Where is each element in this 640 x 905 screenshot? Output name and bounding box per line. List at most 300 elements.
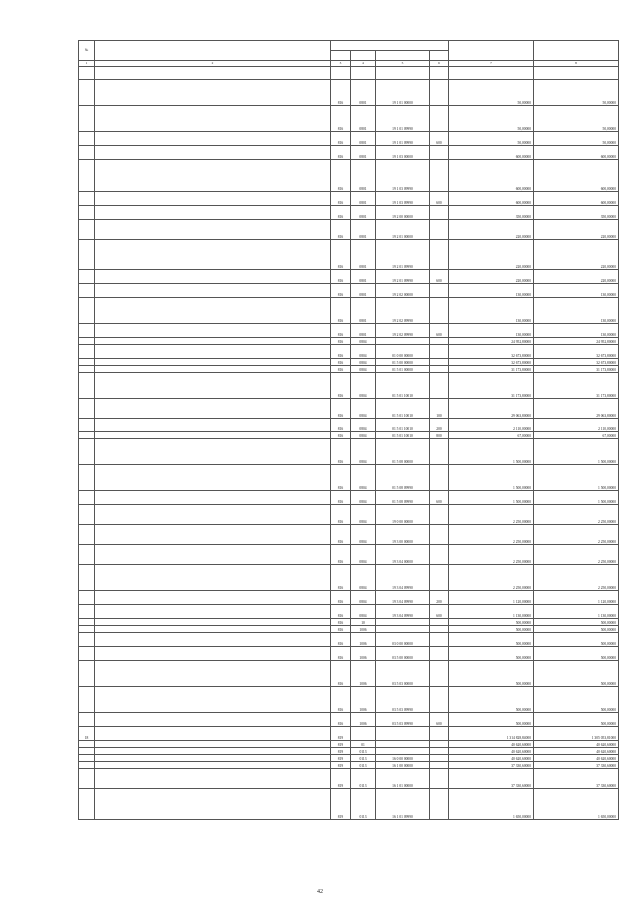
row-amount-2021: 2 110,00000: [534, 419, 619, 432]
row-section-code: 10: [351, 619, 376, 626]
row-target-code: 19 2 01 09990: [376, 240, 430, 270]
row-section-code: 0804: [351, 545, 376, 565]
header-col-section: [351, 51, 376, 61]
row-amount-2020: 32 673,80000: [449, 345, 534, 359]
column-number: 5: [376, 61, 430, 67]
row-description: [95, 80, 331, 106]
row-grbs-code: 816: [331, 439, 351, 465]
row-amount-2021: [534, 67, 619, 80]
row-description: [95, 789, 331, 820]
row-section-code: 1006: [351, 713, 376, 727]
row-expense-type: 200: [430, 419, 449, 432]
row-description: [95, 439, 331, 465]
row-description: [95, 192, 331, 206]
row-number: [79, 80, 95, 106]
row-amount-2020: 31 173,80000: [449, 373, 534, 399]
row-amount-2021: 40 620,60000: [534, 741, 619, 748]
row-expense-type: [430, 240, 449, 270]
row-amount-2020: 500,00000: [449, 619, 534, 626]
page-number: 42: [317, 889, 323, 895]
row-description: [95, 748, 331, 755]
row-description: [95, 633, 331, 647]
row-description: [95, 727, 331, 741]
row-number: [79, 373, 95, 399]
row-description: [95, 106, 331, 132]
row-section-code: 0804: [351, 605, 376, 619]
row-section-code: 0113: [351, 789, 376, 820]
row-grbs-code: 819: [331, 755, 351, 762]
row-amount-2020: 130,00000: [449, 284, 534, 298]
row-target-code: 19 1 03 00000: [376, 146, 430, 160]
row-expense-type: 600: [430, 713, 449, 727]
column-number: 7: [449, 61, 534, 67]
row-number: [79, 713, 95, 727]
row-description: [95, 338, 331, 345]
header-col-grbs: [331, 51, 351, 61]
row-number: [79, 661, 95, 687]
row-target-code: 19 2 02 09990: [376, 298, 430, 324]
row-amount-2020: 2 250,00000: [449, 525, 534, 545]
row-description: [95, 755, 331, 762]
row-description: [95, 160, 331, 192]
row-amount-2021: 50,00000: [534, 106, 619, 132]
row-description: [95, 661, 331, 687]
table-row: [79, 345, 619, 359]
row-grbs-code: 819: [331, 762, 351, 769]
row-section-code: 0804: [351, 419, 376, 432]
table-body: [79, 67, 619, 820]
row-number: [79, 545, 95, 565]
row-section-code: 0804: [351, 432, 376, 439]
table-row: [79, 491, 619, 505]
header-col-target: [376, 51, 430, 61]
row-grbs-code: 816: [331, 220, 351, 240]
row-expense-type: [430, 359, 449, 366]
row-expense-type: 600: [430, 132, 449, 146]
row-section-code: 1006: [351, 647, 376, 661]
row-grbs-code: 816: [331, 399, 351, 419]
row-number: [79, 619, 95, 626]
row-section-code: 0113: [351, 748, 376, 755]
row-amount-2021: 130,00000: [534, 324, 619, 338]
row-grbs-code: 816: [331, 419, 351, 432]
row-number: [79, 789, 95, 820]
row-amount-2020: 67,00000: [449, 432, 534, 439]
row-amount-2021: 40 620,60000: [534, 755, 619, 762]
row-amount-2021: 37 330,60000: [534, 769, 619, 789]
row-amount-2021: 1 500,00000: [534, 439, 619, 465]
row-grbs-code: 816: [331, 270, 351, 284]
row-amount-2020: 220,00000: [449, 270, 534, 284]
row-number: [79, 687, 95, 713]
row-grbs-code: 816: [331, 505, 351, 525]
row-description: [95, 525, 331, 545]
row-amount-2021: 67,00000: [534, 432, 619, 439]
table-row: [79, 146, 619, 160]
row-number: [79, 399, 95, 419]
row-section-code: 0804: [351, 338, 376, 345]
row-target-code: 19 1 03 09990: [376, 160, 430, 192]
row-grbs-code: 816: [331, 345, 351, 359]
row-amount-2021: 500,00000: [534, 687, 619, 713]
row-amount-2021: 1 650,00000: [534, 789, 619, 820]
row-grbs-code: 816: [331, 465, 351, 491]
row-section-code: 0804: [351, 525, 376, 545]
row-section-code: 0801: [351, 160, 376, 192]
row-section-code: 1006: [351, 661, 376, 687]
row-amount-2020: 2 250,00000: [449, 565, 534, 591]
row-target-code: 19 2 01 00000: [376, 220, 430, 240]
row-amount-2021: 29 063,80000: [534, 399, 619, 419]
row-amount-2021: 32 673,80000: [534, 359, 619, 366]
row-expense-type: [430, 298, 449, 324]
row-grbs-code: 816: [331, 661, 351, 687]
row-target-code: 19 2 01 09990: [376, 270, 430, 284]
row-amount-2020: 1 314 828,84000: [449, 727, 534, 741]
row-number: [79, 591, 95, 605]
row-expense-type: [430, 762, 449, 769]
row-amount-2021: 37 330,60000: [534, 762, 619, 769]
table-row: [79, 769, 619, 789]
row-amount-2020: 40 620,60000: [449, 741, 534, 748]
row-grbs-code: 816: [331, 298, 351, 324]
table-row: [79, 439, 619, 465]
column-number: 2: [95, 61, 331, 67]
row-amount-2020: 1 650,00000: [449, 789, 534, 820]
row-amount-2020: 29 063,80000: [449, 399, 534, 419]
row-number: [79, 432, 95, 439]
row-number: [79, 240, 95, 270]
row-amount-2021: 500,00000: [534, 713, 619, 727]
row-target-code: 19 1 03 09990: [376, 192, 430, 206]
row-number: [79, 769, 95, 789]
row-section-code: 1006: [351, 687, 376, 713]
row-amount-2021: 220,00000: [534, 270, 619, 284]
row-amount-2020: 130,00000: [449, 324, 534, 338]
table-row: [79, 687, 619, 713]
column-number: 3: [331, 61, 351, 67]
header-col-description: [95, 41, 331, 61]
column-number: 1: [79, 61, 95, 67]
row-amount-2020: 40 620,60000: [449, 755, 534, 762]
row-expense-type: [430, 106, 449, 132]
table-row: [79, 220, 619, 240]
row-amount-2020: 1 130,00000: [449, 605, 534, 619]
row-number: [79, 605, 95, 619]
table-row: [79, 619, 619, 626]
row-target-code: 19 3 04 09990: [376, 565, 430, 591]
table-row: [79, 192, 619, 206]
row-amount-2021: 500,00000: [534, 626, 619, 633]
row-number: [79, 762, 95, 769]
row-description: [95, 605, 331, 619]
table-row: [79, 591, 619, 605]
row-number: [79, 465, 95, 491]
row-amount-2020: 1 120,00000: [449, 591, 534, 605]
budget-table: [78, 40, 619, 820]
row-amount-2021: 1 120,00000: [534, 591, 619, 605]
row-description: [95, 206, 331, 220]
row-grbs-code: 816: [331, 366, 351, 373]
row-target-code: 19 1 01 09990: [376, 132, 430, 146]
row-target-code: 03 0 00 00000: [376, 633, 430, 647]
row-amount-2021: 600,00000: [534, 146, 619, 160]
row-grbs-code: 816: [331, 373, 351, 399]
row-number: [79, 505, 95, 525]
row-amount-2021: 31 173,80000: [534, 366, 619, 373]
row-number: [79, 106, 95, 132]
row-amount-2020: 500,00000: [449, 633, 534, 647]
row-number: [79, 67, 95, 80]
row-expense-type: 600: [430, 270, 449, 284]
row-grbs-code: 816: [331, 626, 351, 633]
row-description: [95, 146, 331, 160]
row-expense-type: [430, 687, 449, 713]
row-target-code: 19 3 04 09990: [376, 591, 430, 605]
row-section-code: 0801: [351, 270, 376, 284]
row-amount-2021: 220,00000: [534, 240, 619, 270]
row-amount-2020: 32 673,80000: [449, 359, 534, 366]
row-number: [79, 345, 95, 359]
row-section-code: 0804: [351, 505, 376, 525]
row-expense-type: [430, 206, 449, 220]
row-description: [95, 132, 331, 146]
row-description: [95, 298, 331, 324]
row-expense-type: [430, 525, 449, 545]
row-grbs-code: 816: [331, 106, 351, 132]
row-amount-2020: 220,00000: [449, 240, 534, 270]
row-number: [79, 298, 95, 324]
row-description: [95, 324, 331, 338]
row-amount-2020: 50,00000: [449, 132, 534, 146]
row-description: [95, 626, 331, 633]
row-amount-2020: 31 173,80000: [449, 366, 534, 373]
row-expense-type: [430, 80, 449, 106]
row-amount-2021: 50,00000: [534, 80, 619, 106]
row-number: [79, 284, 95, 298]
row-target-code: 01 5 08 09990: [376, 465, 430, 491]
table-row: [79, 324, 619, 338]
row-amount-2021: 32 673,80000: [534, 345, 619, 359]
row-number: [79, 525, 95, 545]
header-col-type: [430, 51, 449, 61]
row-expense-type: [430, 769, 449, 789]
row-expense-type: [430, 748, 449, 755]
row-target-code: 19 2 00 00000: [376, 206, 430, 220]
row-amount-2021: 2 250,00000: [534, 505, 619, 525]
row-expense-type: [430, 146, 449, 160]
row-target-code: [376, 338, 430, 345]
row-grbs-code: 816: [331, 80, 351, 106]
header-codes-group: [331, 41, 449, 51]
row-section-code: 0801: [351, 284, 376, 298]
row-description: [95, 741, 331, 748]
row-description: [95, 505, 331, 525]
row-grbs-code: 816: [331, 545, 351, 565]
row-section-code: 0804: [351, 565, 376, 591]
row-amount-2020: 37 330,60000: [449, 762, 534, 769]
row-amount-2020: 220,00000: [449, 220, 534, 240]
column-number: 8: [534, 61, 619, 67]
row-section-code: 0804: [351, 491, 376, 505]
row-number: [79, 160, 95, 192]
row-description: [95, 345, 331, 359]
row-target-code: 01 5 08 09990: [376, 491, 430, 505]
row-expense-type: [430, 284, 449, 298]
row-description: [95, 687, 331, 713]
row-section-code: 0801: [351, 324, 376, 338]
row-target-code: 01 5 01 10010: [376, 373, 430, 399]
table-row: [79, 565, 619, 591]
row-amount-2021: 1 500,00000: [534, 491, 619, 505]
row-section-code: 0801: [351, 240, 376, 270]
row-expense-type: [430, 619, 449, 626]
row-description: [95, 769, 331, 789]
row-amount-2020: 130,00000: [449, 298, 534, 324]
table-row: [79, 545, 619, 565]
row-expense-type: 600: [430, 192, 449, 206]
row-number: [79, 366, 95, 373]
row-grbs-code: 816: [331, 565, 351, 591]
row-expense-type: [430, 505, 449, 525]
row-description: [95, 366, 331, 373]
row-target-code: 01 5 01 00000: [376, 366, 430, 373]
row-target-code: 16 0 00 00000: [376, 755, 430, 762]
row-amount-2021: 500,00000: [534, 619, 619, 626]
row-section-code: 1006: [351, 633, 376, 647]
row-amount-2021: 500,00000: [534, 661, 619, 687]
row-expense-type: [430, 661, 449, 687]
row-section-code: 0113: [351, 769, 376, 789]
row-grbs-code: 816: [331, 338, 351, 345]
row-expense-type: [430, 67, 449, 80]
table-row: [79, 647, 619, 661]
table-row: [79, 661, 619, 687]
row-amount-2020: 500,00000: [449, 626, 534, 633]
table-row: [79, 727, 619, 741]
row-grbs-code: 816: [331, 491, 351, 505]
row-target-code: 19 3 04 00000: [376, 545, 430, 565]
row-amount-2021: 50,00000: [534, 132, 619, 146]
table-row: [79, 399, 619, 419]
row-grbs-code: 816: [331, 605, 351, 619]
table-row: [79, 505, 619, 525]
row-section-code: 0804: [351, 359, 376, 366]
row-amount-2021: 1 130,00000: [534, 605, 619, 619]
row-grbs-code: 819: [331, 727, 351, 741]
row-description: [95, 359, 331, 366]
row-number: [79, 439, 95, 465]
table-row: [79, 132, 619, 146]
row-grbs-code: 816: [331, 687, 351, 713]
table-row: [79, 240, 619, 270]
row-section-code: 1006: [351, 626, 376, 633]
row-description: [95, 432, 331, 439]
row-amount-2021: 24 952,80000: [534, 338, 619, 345]
row-description: [95, 713, 331, 727]
row-target-code: 19 1 01 00000: [376, 80, 430, 106]
row-expense-type: [430, 545, 449, 565]
row-grbs-code: 816: [331, 240, 351, 270]
table-row: [79, 106, 619, 132]
row-amount-2020: 1 500,00000: [449, 491, 534, 505]
row-grbs-code: 816: [331, 146, 351, 160]
row-expense-type: [430, 755, 449, 762]
table-row: [79, 713, 619, 727]
row-description: [95, 545, 331, 565]
row-expense-type: [430, 647, 449, 661]
row-number: [79, 146, 95, 160]
row-amount-2020: 1 500,00000: [449, 465, 534, 491]
table-row: [79, 633, 619, 647]
row-amount-2020: 2 110,00000: [449, 419, 534, 432]
table-row: [79, 338, 619, 345]
row-grbs-code: 816: [331, 132, 351, 146]
table-row: [79, 284, 619, 298]
row-target-code: 19 0 00 00000: [376, 505, 430, 525]
row-amount-2020: 350,00000: [449, 206, 534, 220]
row-target-code: 19 3 00 00000: [376, 525, 430, 545]
row-number: [79, 270, 95, 284]
row-grbs-code: 816: [331, 647, 351, 661]
row-grbs-code: 816: [331, 192, 351, 206]
row-target-code: [376, 619, 430, 626]
row-amount-2020: 24 952,80000: [449, 338, 534, 345]
row-number: [79, 132, 95, 146]
row-section-code: 01: [351, 741, 376, 748]
row-expense-type: 100: [430, 399, 449, 419]
row-number: [79, 626, 95, 633]
row-amount-2021: 40 620,60000: [534, 748, 619, 755]
row-number: [79, 359, 95, 366]
row-amount-2021: 350,00000: [534, 206, 619, 220]
row-section-code: 0801: [351, 206, 376, 220]
row-expense-type: 600: [430, 491, 449, 505]
row-expense-type: [430, 220, 449, 240]
table-row: [79, 741, 619, 748]
header-col-no: №: [79, 41, 95, 61]
row-expense-type: [430, 633, 449, 647]
row-target-code: 19 1 01 09990: [376, 106, 430, 132]
row-description: [95, 284, 331, 298]
row-description: [95, 491, 331, 505]
row-section-code: 0804: [351, 399, 376, 419]
row-description: [95, 647, 331, 661]
header-col-2020: [449, 41, 534, 61]
row-expense-type: [430, 345, 449, 359]
row-section-code: 0804: [351, 373, 376, 399]
row-target-code: 03 5 03 00000: [376, 661, 430, 687]
row-grbs-code: 819: [331, 748, 351, 755]
table-row: [79, 373, 619, 399]
row-target-code: [376, 748, 430, 755]
table-row: [79, 432, 619, 439]
row-grbs-code: 816: [331, 206, 351, 220]
row-target-code: 03 5 00 00000: [376, 647, 430, 661]
row-number: [79, 206, 95, 220]
row-number: 18: [79, 727, 95, 741]
row-amount-2021: 220,00000: [534, 220, 619, 240]
row-target-code: [376, 727, 430, 741]
table-row: [79, 359, 619, 366]
row-number: [79, 324, 95, 338]
row-amount-2021: 2 250,00000: [534, 545, 619, 565]
row-section-code: 0804: [351, 591, 376, 605]
row-target-code: 01 5 01 10010: [376, 399, 430, 419]
row-expense-type: [430, 789, 449, 820]
row-target-code: 16 1 00 00000: [376, 762, 430, 769]
row-grbs-code: 819: [331, 741, 351, 748]
